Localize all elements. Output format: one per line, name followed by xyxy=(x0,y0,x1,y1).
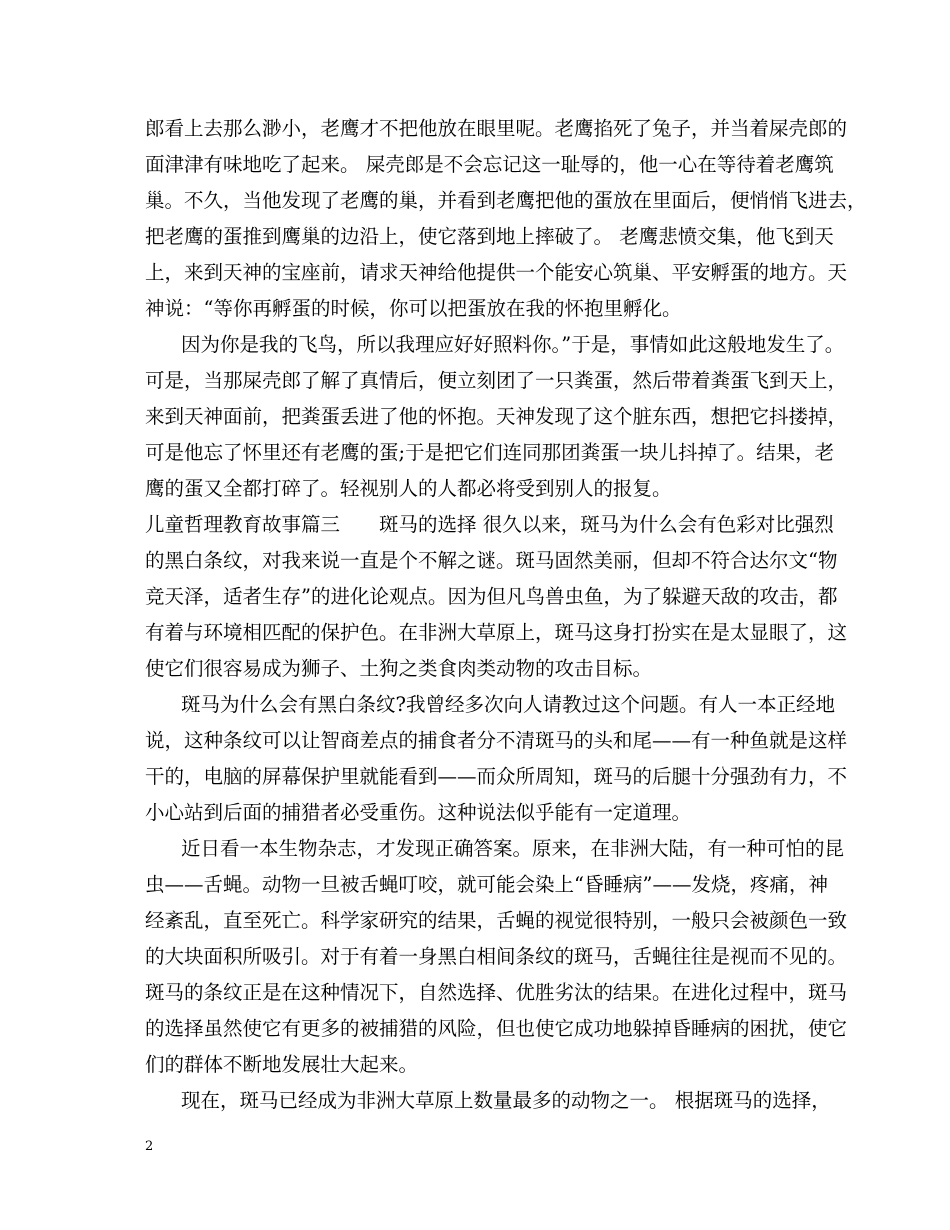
page-number: 2 xyxy=(145,1139,154,1154)
text-line-28: 现在，斑马已经成为非洲大草原上数量最多的动物之一。 根据斑马的选择， xyxy=(181,1089,831,1112)
text-line-7: 因为你是我的飞鸟，所以我理应好好照料你。”于是，事情如此这般地发生了。 xyxy=(181,333,845,356)
text-line-2: 面津津有味地吃了起来。 屎壳郎是不会忘记这一耻辱的，他一心在等待着老鹰筑 xyxy=(145,153,834,176)
text-line-27: 们的群体不断地发展壮大起来。 xyxy=(145,1053,419,1076)
text-line-19: 干的，电脑的屏幕保护里就能看到——而众所周知，斑马的后腿十分强劲有力，不 xyxy=(145,765,848,788)
text-line-1: 郎看上去那么渺小，老鹰才不把他放在眼里呢。老鹰掐死了兔子，并当着屎壳郎的 xyxy=(145,117,848,140)
text-line-3: 巢。不久，当他发现了老鹰的巢，并看到老鹰把他的蛋放在里面后，便悄悄飞进去， xyxy=(145,189,867,212)
text-line-24: 的大块面积所吸引。对于有着一身黑白相间条纹的斑马，舌蝇往往是视而不见的。 xyxy=(145,945,848,968)
text-line-23: 经紊乱，直至死亡。科学家研究的结果，舌蝇的视觉很特别，一般只会被颜色一致 xyxy=(145,909,848,932)
text-line-15: 有着与环境相匹配的保护色。在非洲大草原上，斑马这身打扮实在是太显眼了，这 xyxy=(145,621,848,644)
text-line-18: 说，这种条纹可以让智商差点的捕食者分不清斑马的头和尾——有一种鱼就是这样 xyxy=(145,729,848,752)
text-line-11: 鹰的蛋又全都打碎了。轻视别人的人都必将受到别人的报复。 xyxy=(145,477,672,500)
text-line-9: 来到天神面前，把粪蛋丢进了他的怀抱。天神发现了这个脏东西，想把它抖搂掉， xyxy=(145,405,848,428)
text-line-5: 上，来到天神的宝座前，请求天神给他提供一个能安心筑巢、平安孵蛋的地方。天 xyxy=(145,261,848,284)
text-line-14: 竞天泽，适者生存”的进化论观点。因为但凡鸟兽虫鱼，为了躲避天敌的攻击，都 xyxy=(145,585,838,608)
text-line-6: 神说：“等你再孵蛋的时候，你可以把蛋放在我的怀抱里孵化。 xyxy=(145,297,682,320)
text-line-22: 虫——舌蝇。动物一旦被舌蝇叮咬，就可能会染上“昏睡病”——发烧，疼痛，神 xyxy=(145,873,828,896)
section-heading-line: 儿童哲理教育故事篇三 斑马的选择 很久以来，斑马为什么会有色彩对比强烈 xyxy=(145,513,834,536)
text-line-8: 可是，当那屎壳郎了解了真情后，便立刻团了一只粪蛋，然后带着粪蛋飞到天上， xyxy=(145,369,848,392)
text-line-21: 近日看一本生物杂志，才发现正确答案。原来，在非洲大陆，有一种可怕的昆 xyxy=(181,837,845,860)
text-line-26: 的选择虽然使它有更多的被捕猎的风险，但也使它成功地躲掉昏睡病的困扰，使它 xyxy=(145,1017,848,1040)
text-line-4: 把老鹰的蛋推到鹰巢的边沿上，使它落到地上摔破了。 老鹰悲愤交集，他飞到天 xyxy=(145,225,834,248)
text-line-10: 可是他忘了怀里还有老鹰的蛋;于是把它们连同那团粪蛋一块儿抖掉了。结果，老 xyxy=(145,441,835,464)
text-line-17: 斑马为什么会有黑白条纹?我曾经多次向人请教过这个问题。有人一本正经地 xyxy=(181,693,835,716)
text-line-16: 使它们很容易成为狮子、土狗之类食肉类动物的攻击目标。 xyxy=(145,657,653,680)
text-line-13: 的黑白条纹，对我来说一直是个不解之谜。斑马固然美丽，但却不符合达尔文“物 xyxy=(145,549,838,572)
text-line-20: 小心站到后面的捕猎者必受重伤。这种说法似乎能有一定道理。 xyxy=(145,801,692,824)
text-line-25: 斑马的条纹正是在这种情况下，自然选择、优胜劣汰的结果。在进化过程中，斑马 xyxy=(145,981,848,1004)
